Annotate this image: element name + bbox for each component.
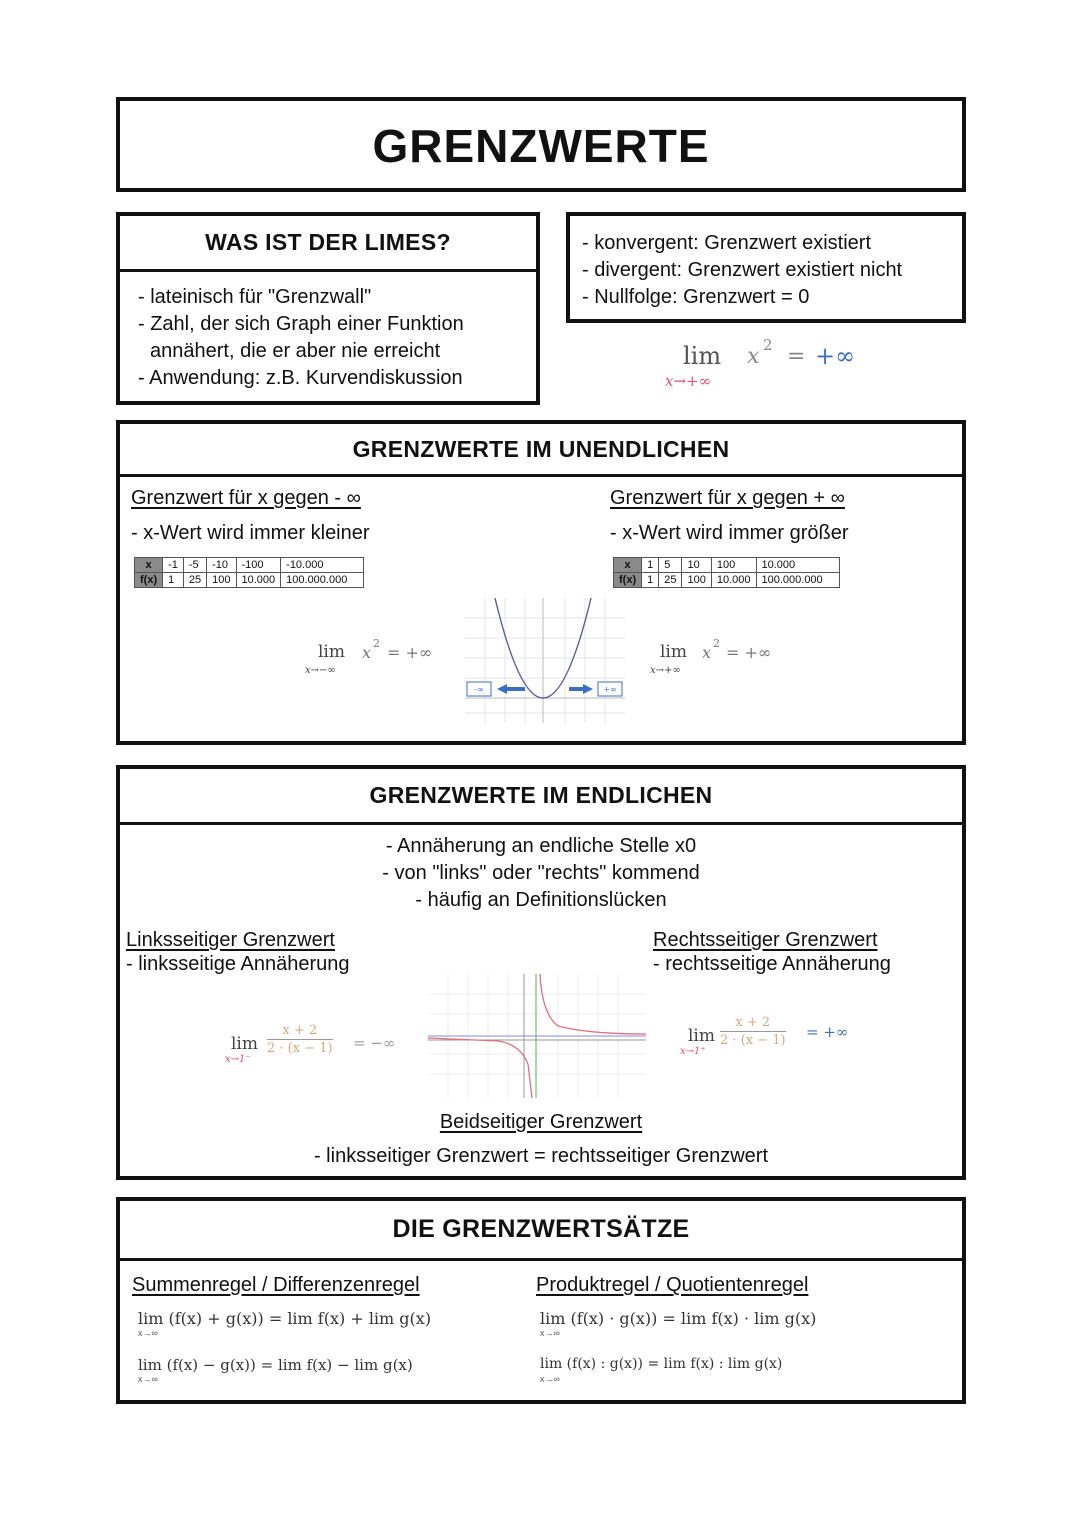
table-cell: 10.000 — [756, 558, 839, 573]
formula-subscript: x→−∞ — [305, 665, 336, 676]
endlich-right-title: Rechtsseitiger Grenzwert — [653, 929, 878, 951]
formula-lim: lim — [688, 1026, 715, 1046]
formula-subscript: x→+∞ — [665, 372, 712, 390]
table-cell: 25 — [183, 573, 206, 588]
fraction-denominator: 2 · (x − 1) — [267, 1041, 333, 1056]
table-cell: 10.000 — [236, 573, 281, 588]
fraction-numerator: x + 2 — [267, 1023, 333, 1040]
table-cell: 10 — [682, 558, 711, 573]
table-cell: -10.000 — [281, 558, 364, 573]
plus-infinity-label: +∞ — [603, 685, 617, 694]
formula-subscript: x→+∞ — [650, 665, 681, 676]
endlich-left-desc: - linksseitige Annäherung — [126, 953, 350, 975]
differenzenregel-formula: lim (f(x) − g(x)) = lim f(x) − lim g(x) — [138, 1356, 413, 1374]
saetze-left-title: Summenregel / Differenzenregel — [132, 1274, 420, 1296]
page-title: GRENZWERTE — [372, 120, 710, 172]
limit-subscript: x→∞ — [540, 1328, 560, 1338]
formula-fraction — [720, 1015, 786, 1048]
table-cell: 100.000.000 — [281, 573, 364, 588]
table-cell: -1 — [163, 558, 184, 573]
beidseitig-desc: - linksseitiger Grenzwert = rechtsseitiger Grenzwert — [313, 1145, 769, 1167]
table-x-label: x — [614, 558, 642, 573]
quotientenregel-formula: lim (f(x) : g(x)) = lim f(x) : lim g(x) — [540, 1356, 783, 1372]
table-cell: 100 — [682, 573, 711, 588]
formula-exponent: 2 — [763, 336, 773, 354]
unendlich-right-title: Grenzwert für x gegen + ∞ — [610, 487, 845, 509]
definitions-box — [566, 212, 966, 323]
limes-box — [116, 212, 540, 405]
unendlich-right-formula — [650, 637, 800, 682]
beidseitig-title: Beidseitiger Grenzwert — [439, 1111, 643, 1133]
saetze-right-title: Produktregel / Quotientenregel — [536, 1274, 809, 1296]
formula-rhs: = +∞ — [387, 643, 433, 662]
endlich-right-desc: - rechtsseitige Annäherung — [653, 953, 891, 975]
table-cell: 1 — [642, 558, 659, 573]
unendlich-right-desc: - x-Wert wird immer größer — [610, 522, 849, 544]
formula-exponent: 2 — [373, 637, 380, 650]
formula-expr: x — [362, 643, 372, 662]
endlich-intro-item: - von "links" oder "rechts" kommend — [382, 862, 700, 884]
formula-rhs: = +∞ — [806, 1023, 849, 1041]
fraction-denominator: 2 · (x − 1) — [720, 1033, 786, 1048]
parabola-graph — [465, 598, 625, 723]
table-cell: -10 — [207, 558, 236, 573]
minus-infinity-label: -∞ — [474, 685, 484, 694]
limes-item: - lateinisch für "Grenzwall" — [138, 286, 372, 308]
limes-heading: WAS IST DER LIMES? — [120, 216, 536, 272]
unendlich-box — [116, 420, 966, 745]
table-cell: 5 — [659, 558, 682, 573]
hyperbola-left-branch — [428, 1038, 532, 1098]
arrow-right-icon — [569, 684, 593, 694]
definition-item: - Nullfolge: Grenzwert = 0 — [582, 286, 810, 308]
endlich-intro-item: - Annäherung an endliche Stelle x0 — [385, 835, 697, 857]
definitions-formula — [665, 336, 885, 391]
hyperbola-right-branch — [540, 974, 646, 1034]
endlich-box — [116, 765, 966, 1180]
unendlich-left-desc: - x-Wert wird immer kleiner — [131, 522, 370, 544]
table-cell: 100 — [207, 573, 236, 588]
endlich-left-title: Linksseitiger Grenzwert — [126, 929, 335, 951]
formula-lim: lim — [231, 1034, 258, 1054]
value-table-right — [613, 557, 840, 588]
table-cell: 25 — [659, 573, 682, 588]
formula-expr: x — [702, 643, 712, 662]
table-cell: 1 — [163, 573, 184, 588]
table-cell: 100.000.000 — [756, 573, 839, 588]
table-cell: 10.000 — [711, 573, 756, 588]
formula-fraction — [267, 1023, 333, 1056]
formula-lim: lim — [660, 642, 687, 662]
table-cell: 100 — [711, 558, 756, 573]
title-box — [116, 97, 966, 192]
fraction-numerator: x + 2 — [720, 1015, 786, 1032]
table-f-label: f(x) — [614, 573, 642, 588]
formula-result: +∞ — [815, 342, 856, 370]
formula-expr: x — [747, 344, 760, 369]
saetze-box — [116, 1197, 966, 1404]
endlich-right-formula — [680, 1011, 870, 1061]
formula-lim: lim — [318, 642, 345, 662]
table-cell: -100 — [236, 558, 281, 573]
arrow-left-icon — [497, 684, 525, 694]
formula-rhs: = −∞ — [353, 1034, 396, 1052]
produktregel-formula: lim (f(x) · g(x)) = lim f(x) · lim g(x) — [540, 1309, 817, 1328]
hyperbola-graph — [428, 974, 646, 1098]
endlich-heading: GRENZWERTE IM ENDLICHEN — [120, 769, 962, 825]
limit-subscript: x→∞ — [540, 1374, 560, 1384]
formula-exponent: 2 — [713, 637, 720, 650]
limit-subscript: x→∞ — [138, 1374, 158, 1384]
endlich-left-formula — [225, 1019, 415, 1069]
table-f-label: f(x) — [135, 573, 163, 588]
table-cell: -5 — [183, 558, 206, 573]
limes-item: - Anwendung: z.B. Kurvendiskussion — [138, 367, 463, 389]
table-x-label: x — [135, 558, 163, 573]
table-cell: 1 — [642, 573, 659, 588]
endlich-intro-item: - häufig an Definitionslücken — [415, 889, 667, 911]
saetze-heading: DIE GRENZWERTSÄTZE — [120, 1201, 962, 1261]
value-table-left — [134, 557, 364, 588]
unendlich-left-title: Grenzwert für x gegen - ∞ — [131, 487, 361, 509]
limit-subscript: x→∞ — [138, 1328, 158, 1338]
limes-item: - Zahl, der sich Graph einer Funktion — [138, 313, 464, 335]
summenregel-formula: lim (f(x) + g(x)) = lim f(x) + lim g(x) — [138, 1309, 432, 1328]
definition-item: - divergent: Grenzwert existiert nicht — [582, 259, 903, 281]
unendlich-heading: GRENZWERTE IM UNENDLICHEN — [120, 424, 962, 477]
formula-lim: lim — [683, 342, 722, 370]
formula-rhs: = +∞ — [726, 643, 772, 662]
unendlich-left-formula — [305, 637, 455, 682]
limes-item: annähert, die er aber nie erreicht — [150, 340, 441, 362]
definition-item: - konvergent: Grenzwert existiert — [582, 232, 871, 254]
formula-subscript: x→1⁺ — [680, 1046, 706, 1057]
formula-equals: = — [787, 344, 806, 369]
formula-subscript: x→1⁻ — [225, 1054, 251, 1065]
